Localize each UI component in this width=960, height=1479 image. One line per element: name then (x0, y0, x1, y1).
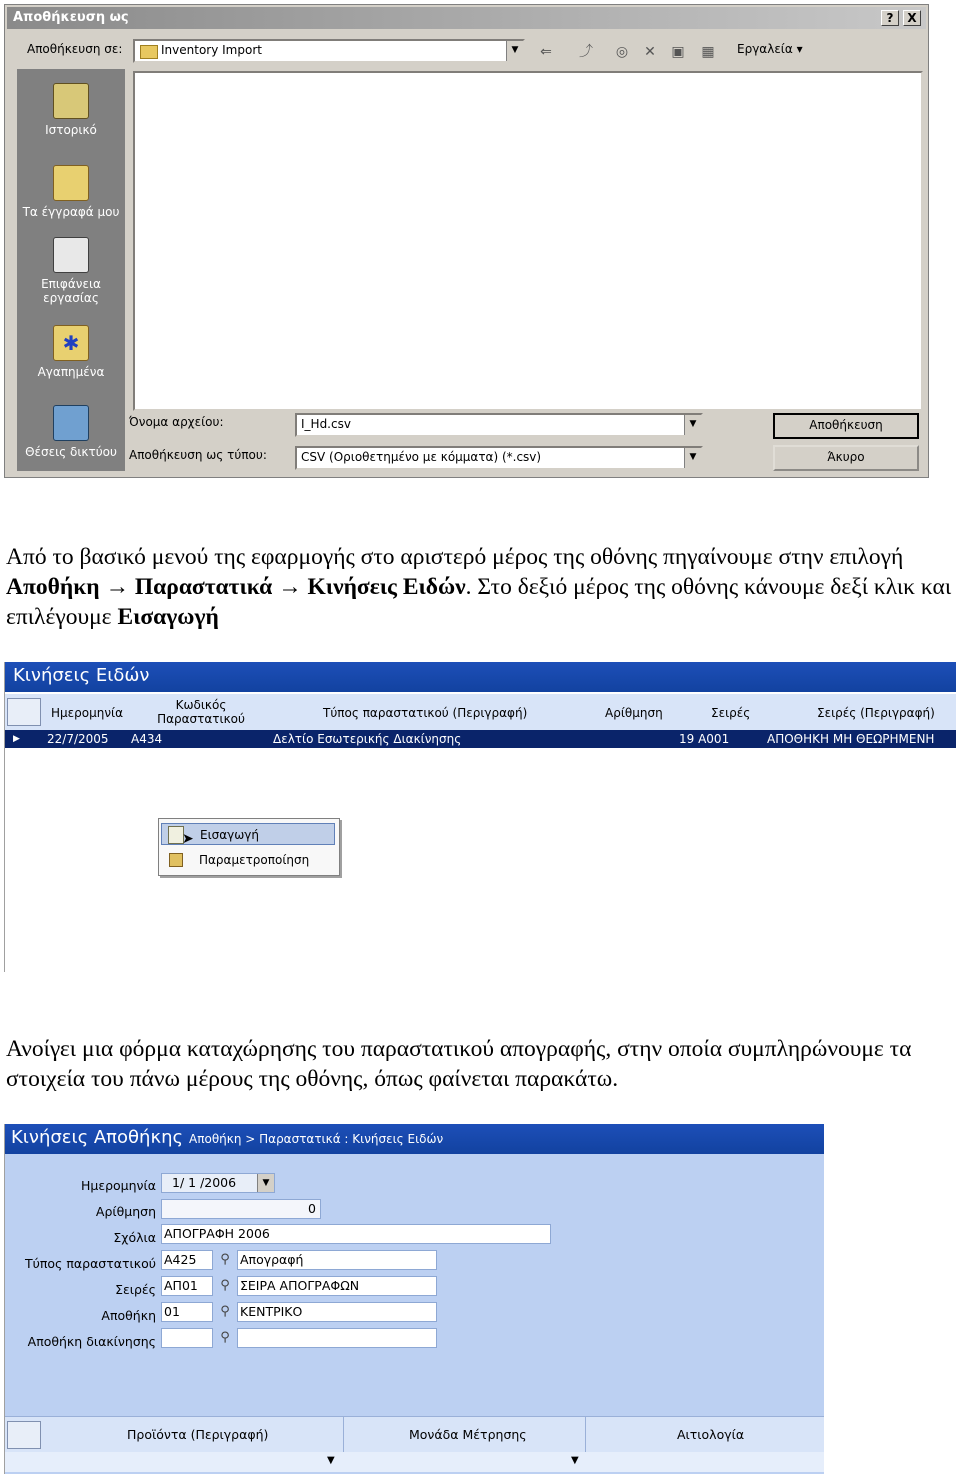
number-field[interactable]: 0 (161, 1199, 321, 1219)
col-series-desc[interactable]: Σειρές (Περιγραφή) (817, 706, 935, 720)
web-search-icon[interactable]: ◎ (615, 44, 629, 60)
filetype-select[interactable]: CSV (Οριοθετημένο με κόμματα) (*.csv) ▼ (295, 446, 703, 470)
lines-grid-header (5, 1416, 824, 1453)
col-number[interactable]: Αρίθμηση (605, 706, 663, 720)
series-desc-field[interactable]: ΣΕΙΡΑ ΑΠΟΓΡΑΦΩΝ (237, 1276, 437, 1296)
warehouse-code-field[interactable]: 01 (161, 1302, 213, 1322)
place-desktop[interactable]: Επιφάνεια εργασίας (17, 237, 125, 305)
chevron-down-icon[interactable]: ▼ (684, 415, 701, 435)
doctype-desc-field[interactable]: Απογραφή (237, 1250, 437, 1270)
search-icon[interactable]: ⚲ (220, 1304, 230, 1319)
place-my-documents[interactable]: Τα έγγραφά μου (17, 165, 125, 219)
cursor-icon: ➤ (182, 831, 194, 847)
doctype-label: Τύπος παραστατικού (25, 1256, 156, 1271)
filetype-label: Αποθήκευση ως τύπου: (129, 448, 267, 462)
network-places-icon (53, 405, 89, 441)
date-label: Ημερομηνία (80, 1178, 156, 1193)
close-button[interactable]: X (903, 10, 921, 26)
dialog-title: Αποθήκευση ως (7, 7, 926, 29)
grid-header (5, 694, 956, 731)
date-field[interactable]: 1/ 1 /2006 ▼ (161, 1173, 275, 1193)
series-label: Σειρές (115, 1282, 156, 1297)
save-in-value: Inventory Import (161, 43, 262, 57)
row-selector-header[interactable] (7, 698, 41, 726)
chevron-down-icon[interactable]: ▼ (571, 1455, 579, 1466)
favorites-icon: ✱ (53, 325, 89, 361)
row-selector-header[interactable] (7, 1421, 41, 1449)
warehouse-movements-form (4, 1124, 824, 1474)
cancel-button[interactable]: Άκυρο (773, 445, 919, 471)
form-title-bar (5, 1124, 824, 1154)
search-icon[interactable]: ⚲ (220, 1252, 230, 1267)
table-row[interactable]: ▶ 22/7/2005 A434 Δελτίο Εσωτερικής Διακίνησης 19 A001 ΑΠΟΘΗΚΗ ΜΗ ΘΕΩΡΗΜΕΝΗ (5, 730, 956, 748)
breadcrumb: Αποθήκη > Παραστατικά : Κινήσεις Ειδών (189, 1132, 444, 1146)
warehouse-label: Αποθήκη (101, 1308, 156, 1323)
form-title: Κινήσεις Αποθήκης (11, 1127, 184, 1148)
col-code[interactable]: Κωδικός Παραστατικού (157, 698, 245, 726)
place-network[interactable]: Θέσεις δικτύου (17, 405, 125, 459)
transfer-desc-field[interactable] (237, 1328, 437, 1348)
col-date[interactable]: Ημερομηνία (51, 706, 124, 720)
col-series[interactable]: Σειρές (711, 706, 751, 720)
col-type[interactable]: Τύπος παραστατικού (Περιγραφή) (323, 706, 528, 720)
instruction-paragraph-2: Ανοίγει μια φόρμα καταχώρησης του παραστατικού απογραφής, στην οποία συμπληρώνουμε τα στοιχεία του πάνω μέρους της οθόνης, όπως φαίνεται παρακάτω. (6, 1036, 912, 1092)
file-list[interactable] (133, 71, 923, 411)
doctype-code-field[interactable]: A425 (161, 1250, 213, 1270)
help-button[interactable]: ? (881, 10, 899, 26)
views-icon[interactable]: ▦ (701, 44, 715, 60)
search-icon[interactable]: ⚲ (220, 1330, 230, 1345)
back-icon[interactable]: ⇐ (540, 44, 552, 60)
save-in-label: Αποθήκευση σε: (27, 42, 123, 56)
filename-input[interactable]: I_Hd.csv ▼ (295, 413, 703, 437)
movements-window (4, 662, 956, 972)
tools-menu[interactable]: Εργαλεία ▾ (737, 42, 803, 56)
col-products[interactable]: Προϊόντα (Περιγραφή) (127, 1427, 269, 1442)
context-item-settings[interactable]: Παραμετροποίηση (161, 849, 335, 871)
transfer-warehouse-label: Αποθήκη διακίνησης (27, 1334, 156, 1349)
my-documents-icon (53, 165, 89, 201)
comments-field[interactable]: ΑΠΟΓΡΑΦΗ 2006 (161, 1224, 551, 1244)
chevron-down-icon[interactable]: ▼ (506, 41, 523, 61)
context-item-import[interactable]: ➤ Εισαγωγή (161, 823, 335, 845)
transfer-code-field[interactable] (161, 1328, 213, 1348)
number-label: Αρίθμηση (95, 1204, 156, 1219)
movements-title: Κινήσεις Ειδών (5, 662, 956, 692)
save-in-combo[interactable] (133, 39, 525, 63)
comments-label: Σχόλια (113, 1230, 156, 1245)
up-folder-icon[interactable]: ⤴ (579, 44, 593, 60)
history-icon (53, 83, 89, 119)
save-as-dialog (4, 4, 929, 478)
delete-icon[interactable]: ✕ (644, 44, 656, 60)
new-folder-icon[interactable]: ▣ (671, 44, 685, 60)
chevron-down-icon[interactable]: ▼ (684, 448, 701, 468)
col-unit[interactable]: Μονάδα Μέτρησης (409, 1427, 527, 1442)
desktop-icon (53, 237, 89, 273)
save-button[interactable]: Αποθήκευση (773, 413, 919, 439)
context-menu (158, 818, 340, 876)
folder-icon (140, 45, 158, 59)
settings-icon (169, 853, 183, 867)
place-favorites[interactable]: ✱ Αγαπημένα (17, 325, 125, 379)
chevron-down-icon[interactable]: ▼ (327, 1455, 335, 1466)
place-history[interactable]: Ιστορικό (17, 83, 125, 137)
search-icon[interactable]: ⚲ (220, 1278, 230, 1293)
row-pointer-icon: ▶ (13, 734, 20, 744)
table-row[interactable] (5, 1452, 824, 1472)
filename-label: Όνομα αρχείου: (129, 415, 224, 429)
places-bar (17, 69, 125, 471)
series-code-field[interactable]: ΑΠ01 (161, 1276, 213, 1296)
chevron-down-icon[interactable]: ▼ (257, 1174, 274, 1192)
instruction-paragraph-1: Από το βασικό μενού της εφαρμογής στο αριστερό μέρος της οθόνης πηγαίνουμε στην επιλογή Αποθήκη → Παραστατικά → Κινήσεις Ειδών. Στο δεξιό μέρος της οθόνης κάνουμε δεξί κλικ και επιλέγουμε Εισαγωγή (6, 544, 952, 630)
warehouse-desc-field[interactable]: ΚΕΝΤΡΙΚΟ (237, 1302, 437, 1322)
col-reason[interactable]: Αιτιολογία (677, 1427, 745, 1442)
